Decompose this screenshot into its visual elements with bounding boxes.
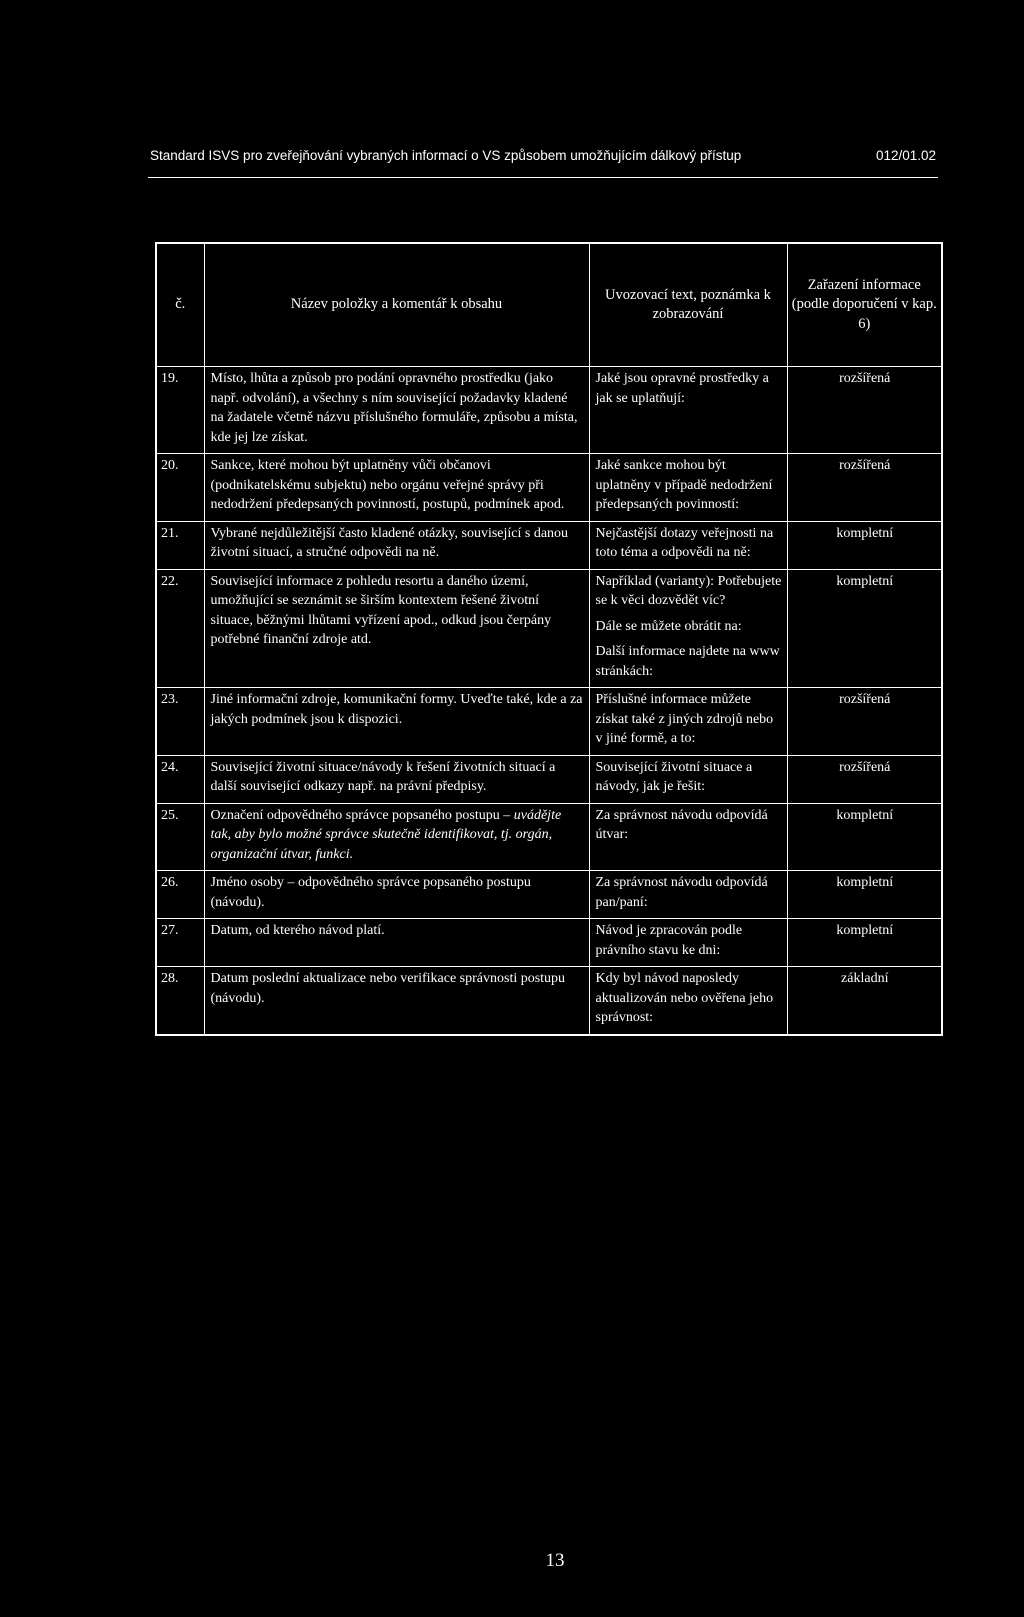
- row-number: 25.: [156, 803, 204, 871]
- row-level: rozšířená: [787, 454, 942, 522]
- row-number: 26.: [156, 871, 204, 919]
- row-number: 21.: [156, 521, 204, 569]
- row-name: Datum poslední aktualizace nebo verifikace správnosti postupu (návodu).: [204, 967, 589, 1035]
- table-header-row: [156, 243, 942, 367]
- row-intro: Například (varianty): Potřebujete se k věci dozvědět víc?: [595, 573, 782, 608]
- row-name: Označení odpovědného správce popsaného postupu –: [210, 807, 514, 823]
- row-name: Související informace z pohledu resortu a daného území, umožňující se seznámit se širším kontextem řešené životní situace, běžnými lhůtami vyřízení apod., odkud jsou čerpány potřebné finanční zdroje atd.: [204, 569, 589, 688]
- row-level: rozšířená: [787, 367, 942, 454]
- row-level: rozšířená: [787, 688, 942, 756]
- row-intro: Za správnost návodu odpovídá pan/paní:: [589, 871, 787, 919]
- row-intro: Příslušné informace můžete získat také z jiných zdrojů nebo v jiné formě, a to:: [589, 688, 787, 756]
- row-number: 23.: [156, 688, 204, 756]
- row-intro: Související životní situace a návody, jak je řešit:: [589, 755, 787, 803]
- row-level: kompletní: [787, 871, 942, 919]
- column-header-number: č.: [156, 243, 204, 367]
- row-level: kompletní: [787, 919, 942, 967]
- row-number: 20.: [156, 454, 204, 522]
- row-name: Jméno osoby – odpovědného správce popsaného postupu (návodu).: [204, 871, 589, 919]
- row-level: kompletní: [787, 803, 942, 871]
- row-name: Vybrané nejdůležitější často kladené otázky, související s danou životní situací, a stručné odpovědi na ně.: [204, 521, 589, 569]
- row-name: Související životní situace/návody k řešení životních situací a další související odkazy např. na právní předpisy.: [204, 755, 589, 803]
- row-level: rozšířená: [787, 755, 942, 803]
- table-row: [156, 367, 942, 454]
- header-title: Standard ISVS pro zveřejňování vybraných informací o VS způsobem umožňujícím dálkový přístup: [150, 148, 742, 163]
- table-row: [156, 521, 942, 569]
- column-header-name: Název položky a komentář k obsahu: [204, 243, 589, 367]
- table-row: [156, 967, 942, 1035]
- table-row: [156, 871, 942, 919]
- row-name: Datum, od kterého návod platí.: [204, 919, 589, 967]
- table-row: [156, 755, 942, 803]
- row-intro-group: [589, 569, 787, 688]
- row-number: 19.: [156, 367, 204, 454]
- row-level: kompletní: [787, 521, 942, 569]
- row-number: 27.: [156, 919, 204, 967]
- row-intro: Jaké sankce mohou být uplatněny v případě nedodržení předepsaných povinností:: [589, 454, 787, 522]
- row-intro-contact: Dále se můžete obrátit na:: [595, 618, 742, 634]
- table-row: [156, 919, 942, 967]
- row-level: kompletní: [787, 569, 942, 688]
- page-number: 13: [545, 1550, 565, 1571]
- row-intro: Nejčastější dotazy veřejnosti na toto téma a odpovědi na ně:: [589, 521, 787, 569]
- row-intro-web: Další informace najdete na www stránkách:: [595, 644, 780, 679]
- row-intro: Za správnost návodu odpovídá útvar:: [589, 803, 787, 871]
- row-name-group: [204, 803, 589, 871]
- table-row: [156, 803, 942, 871]
- column-header-level: Zařazení informace (podle doporučení v kap. 6): [787, 243, 942, 367]
- row-intro: Návod je zpracován podle právního stavu ke dni:: [589, 919, 787, 967]
- page-header: [150, 148, 936, 163]
- row-level: základní: [787, 967, 942, 1035]
- row-number: 24.: [156, 755, 204, 803]
- table-row: [156, 569, 942, 688]
- row-intro: Kdy byl návod naposledy aktualizován nebo ověřena jeho správnost:: [589, 967, 787, 1035]
- row-name: Sankce, které mohou být uplatněny vůči občanovi (podnikatelskému subjektu) nebo orgánu veřejné správy při nedodržení předepsaných povinností, postupů, podmínek apod.: [204, 454, 589, 522]
- header-code: 012/01.02: [875, 148, 936, 163]
- row-name-guidance: uvádějte tak, aby bylo možné správce skutečně identifikovat, tj. orgán, organizační útvar, funkci.: [210, 807, 562, 862]
- table-row: [156, 688, 942, 756]
- row-intro: Jaké jsou opravné prostředky a jak se uplatňují:: [589, 367, 787, 454]
- row-name: Jiné informační zdroje, komunikační formy. Uveďte také, kde a za jakých podmínek jsou k dispozici.: [204, 688, 589, 756]
- column-header-intro: Uvozovací text, poznámka k zobrazování: [589, 243, 787, 367]
- items-table: [155, 242, 943, 1036]
- row-number: 28.: [156, 967, 204, 1035]
- header-rule: [148, 177, 938, 178]
- row-number: 22.: [156, 569, 204, 688]
- table-row: [156, 454, 942, 522]
- row-name: Místo, lhůta a způsob pro podání opravného prostředku (jako např. odvolání), a všechny s ním související požadavky kladené na žadatele včetně názvu příslušného formuláře, způsobu a místa, kde jej lze získat.: [204, 367, 589, 454]
